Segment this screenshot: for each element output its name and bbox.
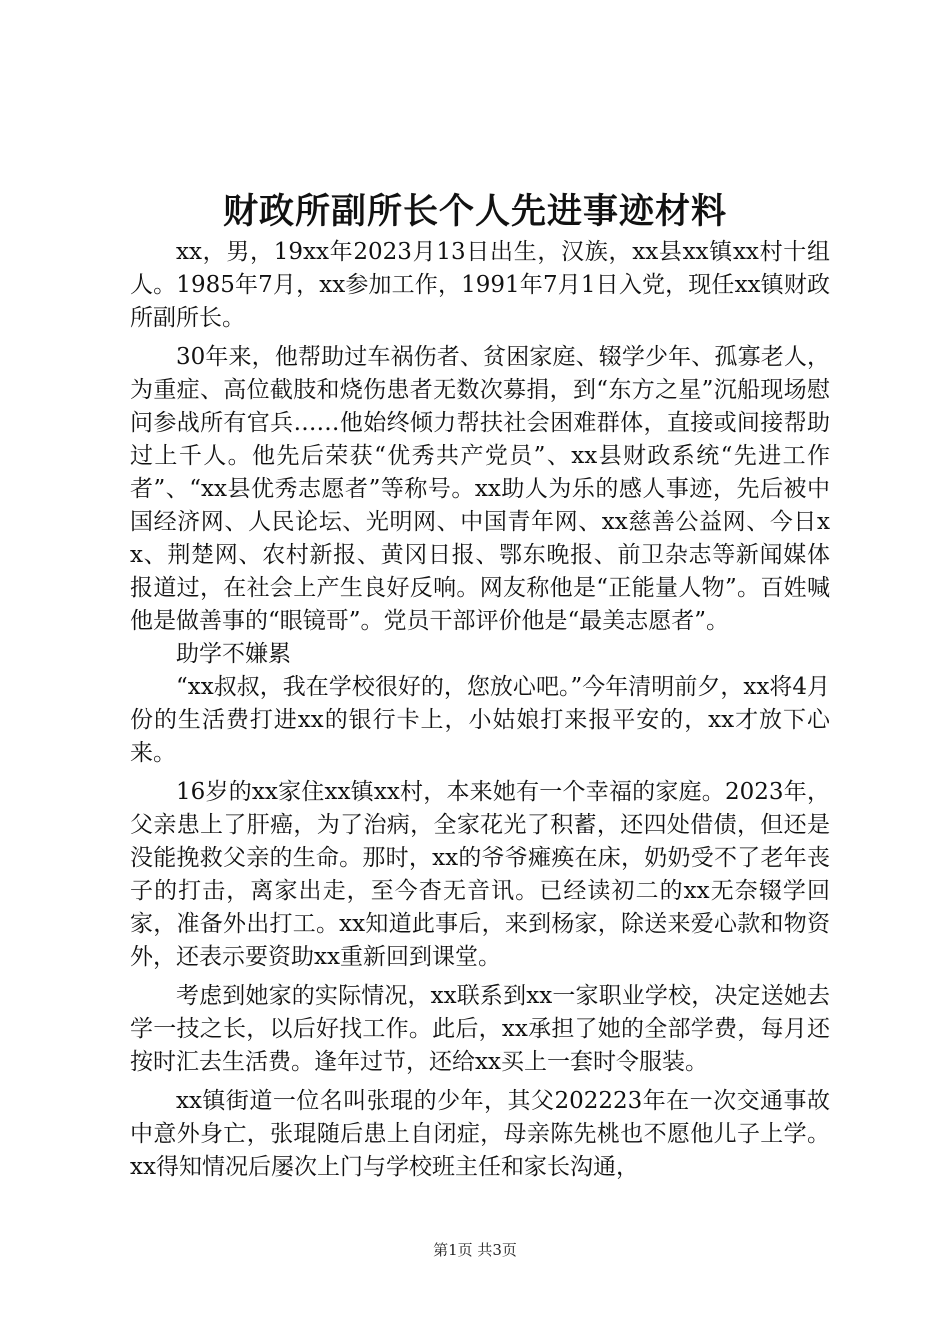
paragraph-intro: xx，男，19xx年2023月13日出生，汉族，xx县xx镇xx村十组人。1985年7月，xx参加工作，1991年7月1日入党，现任xx镇财政所副所长。 bbox=[130, 239, 830, 331]
paragraph-zhang-kun: xx镇街道一位名叫张琨的少年，其父202223年在一次交通事故中意外身亡，张琨随后患上自闭症，母亲陈先桃也不愿他儿子上学。xx得知情况后屡次上门与学校班主任和家长沟通， bbox=[130, 1088, 830, 1180]
paragraph-quote: “xx叔叔，我在学校很好的，您放心吧。”今年清明前夕，xx将4月份的生活费打进xx的银行卡上，小姑娘打来报平安的，xx才放下心来。 bbox=[130, 674, 830, 766]
paragraph-vocational-school: 考虑到她家的实际情况，xx联系到xx一家职业学校，决定送她去学一技之长，以后好找工作。此后，xx承担了她的全部学费，每月还按时汇去生活费。逢年过节，还给xx买上一套时令服装。 bbox=[130, 983, 830, 1075]
page-number-footer: 第1页 共3页 bbox=[433, 1241, 517, 1259]
document-title: 财政所副所长个人先进事迹材料 bbox=[222, 191, 727, 232]
paragraph-student-story: 16岁的xx家住xx镇xx村，本来她有一个幸福的家庭。2023年，父亲患上了肝癌，为了治病，全家花光了积蓄，还四处借债，但还是没能挽救父亲的生命。那时，xx的爷爷瘫痪在床，奶奶受不了老年丧子的打击，离家出走，至今杳无音讯。已经读初二的xx无奈辍学回家，准备外出打工。xx知道此事后，来到杨家，除送来爱心款和物资外，还表示要资助xx重新回到课堂。 bbox=[130, 779, 830, 970]
section-heading: 助学不嫌累 bbox=[176, 641, 291, 667]
paragraph-deeds: 30年来，他帮助过车祸伤者、贫困家庭、辍学少年、孤寡老人，为重症、高位截肢和烧伤患者无数次募捐，到“东方之星”沉船现场慰问参战所有官兵……他始终倾力帮扶社会困难群体，直接或间接帮助过上千人。他先后荣获“优秀共产党员”、xx县财政系统“先进工作者”、“xx县优秀志愿者”等称号。xx助人为乐的感人事迹，先后被中国经济网、人民论坛、光明网、中国青年网、xx慈善公益网、今日xx、荆楚网、农村新报、黄冈日报、鄂东晚报、前卫杂志等新闻媒体报道过，在社会上产生良好反响。网友称他是“正能量人物”。百姓喊他是做善事的“眼镜哥”。党员干部评价他是“最美志愿者”。 bbox=[130, 344, 830, 634]
document-body bbox=[130, 236, 830, 1184]
